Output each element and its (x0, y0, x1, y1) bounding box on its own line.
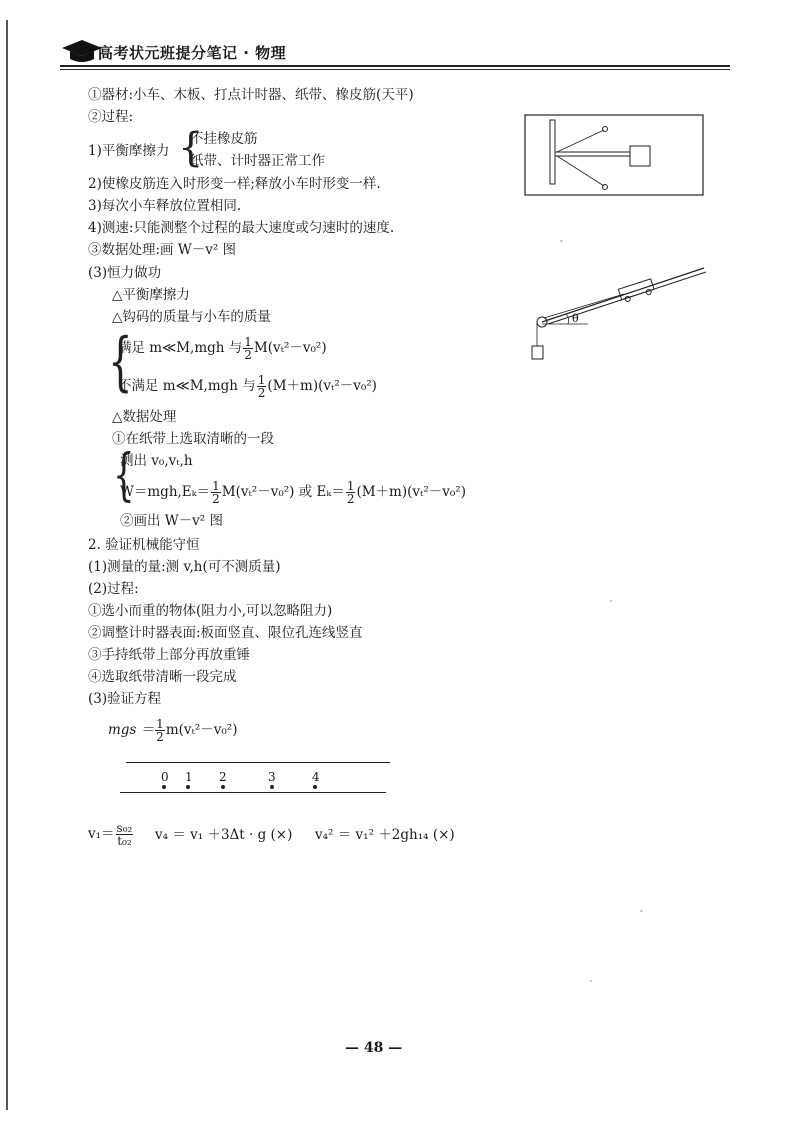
incline-pulley-figure (528, 262, 708, 368)
section2-process-heading: (2)过程: (88, 581, 139, 597)
process-step-1: ①选小而重的物体(阻力小,可以忽略阻力) (88, 603, 333, 619)
condition-satisfied: 满足 m≪M,mgh 与 $\frac{1}{2}$ M(vₜ²－v₀²) (118, 335, 327, 362)
select-tape-step: ①在纸带上选取清晰的一段 (112, 431, 274, 447)
book-title: 高考状元班提分笔记 · 物理 (98, 44, 287, 62)
tape-dot (270, 785, 274, 789)
header-rule-thin (60, 69, 730, 70)
tape-top-edge (126, 762, 390, 763)
page-header (60, 34, 730, 68)
velocity-formula-2: v₄ ＝ v₁ ＋3Δt · g (×) (155, 827, 293, 843)
brace: { (108, 325, 133, 399)
process-heading: ②过程: (88, 109, 134, 125)
balance-friction-item: △平衡摩擦力 (112, 287, 190, 303)
verify-equation-heading: (3)验证方程 (88, 691, 162, 707)
tape-bottom-edge (120, 792, 386, 793)
work-energy-equation: W＝mgh,Eₖ＝ $\frac{1}{2}$ M(vₜ²－v₀²) 或 Eₖ＝ $\frac{1}{2}$ (M＋m)(vₜ²－v₀²) (120, 479, 466, 506)
brace: { (178, 125, 204, 171)
measured-quantities: (1)测量的量:测 v,h(可不测质量) (88, 559, 281, 575)
process-step-4: ④选取纸带清晰一段完成 (88, 669, 237, 685)
rubber-band-apparatus-figure (524, 114, 704, 196)
step3-line: 3)每次小车释放位置相同. (88, 198, 242, 214)
equipment-line: ①器材:小车、木板、打点计时器、纸带、橡皮筋(天平) (88, 87, 414, 103)
step2-line: 2)使橡皮筋连入时形变一样;释放小车时形变一样. (88, 176, 381, 192)
tape-dot (221, 785, 225, 789)
data-processing-line: ③数据处理:画 W－v² 图 (88, 242, 237, 258)
data-processing-item: △数据处理 (112, 409, 177, 425)
scan-speck (640, 910, 643, 912)
tape-label: 3 (268, 770, 276, 784)
measure-line: 测出 v₀,vₜ,h (120, 453, 193, 469)
constant-force-heading: (3)恒力做功 (88, 265, 162, 281)
tape-label: 1 (185, 770, 193, 784)
paper-tape-diagram (120, 758, 390, 798)
section2-title: 2. 验证机械能守恒 (88, 537, 200, 553)
page-number: — 48 — (345, 1040, 403, 1056)
angle-label: θ (572, 312, 579, 325)
header-rule (60, 65, 730, 67)
condition-not-satisfied: 不满足 m≪M,mgh 与 $\frac{1}{2}$ (M＋m)(vₜ²－v₀²) (118, 373, 377, 400)
tape-dot (162, 785, 166, 789)
tape-label: 2 (219, 770, 227, 784)
step1-option-a: 不挂橡皮筋 (190, 131, 258, 147)
velocity-formula-1: v₁＝ $\frac{\text{s₀₂}}{\text{t₀₂}}$ (88, 821, 133, 848)
scan-speck (560, 240, 563, 242)
brace: { (113, 443, 135, 508)
draw-graph-step: ②画出 W－v² 图 (120, 513, 223, 529)
velocity-formula-3: v₄² ＝ v₁² ＋2gh₁₄ (×) (315, 827, 455, 843)
tape-label: 0 (161, 770, 169, 784)
step4-line: 4)测速:只能测整个过程的最大速度或匀速时的速度. (88, 220, 395, 236)
process-step-2: ②调整计时器表面:板面竖直、限位孔连线竖直 (88, 625, 363, 641)
tape-dot (313, 785, 317, 789)
scan-speck (590, 980, 592, 982)
hook-mass-item: △钩码的质量与小车的质量 (112, 309, 271, 325)
tape-dot (186, 785, 190, 789)
step1-option-b: 纸带、计时器正常工作 (190, 153, 325, 169)
scan-speck (610, 600, 612, 602)
page-edge-rule (6, 20, 8, 1110)
energy-equation: mgs ＝ $\frac{1}{2}$ m(vₜ²－v₀²) (108, 717, 238, 744)
step1-label: 1)平衡摩擦力 (88, 143, 170, 159)
process-step-3: ③手持纸带上部分再放重锤 (88, 647, 250, 663)
tape-label: 4 (312, 770, 320, 784)
